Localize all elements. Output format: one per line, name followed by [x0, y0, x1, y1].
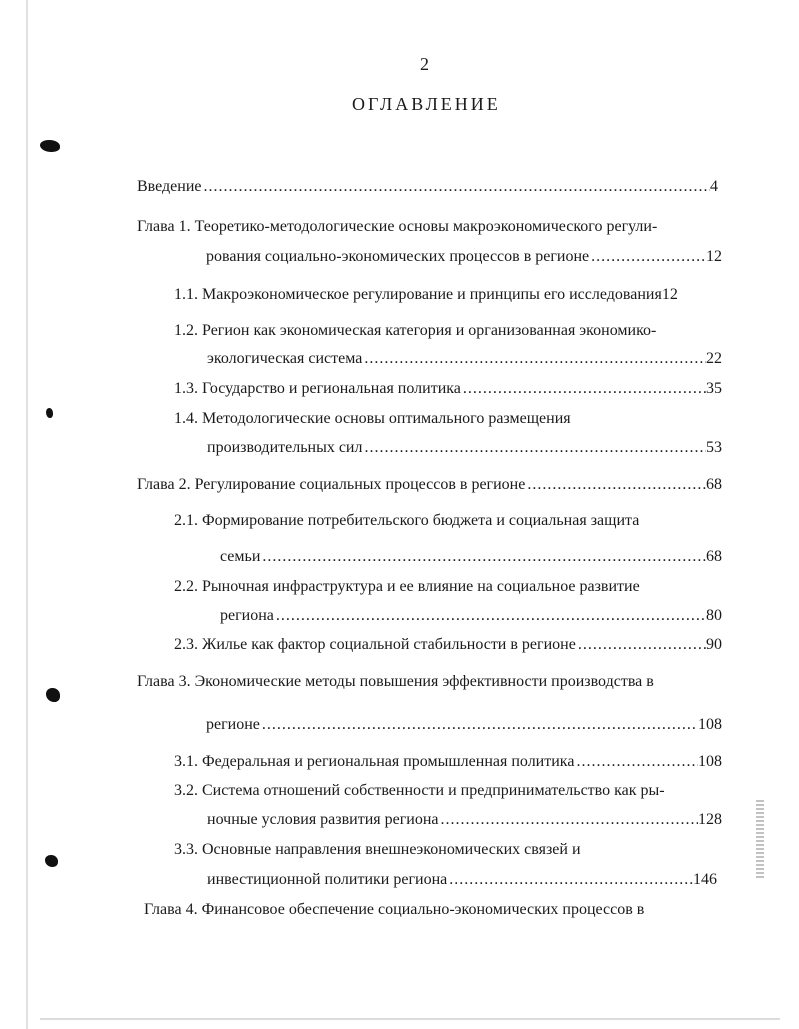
toc-entry-text: 1.3. Государство и региональная политика	[174, 380, 461, 397]
toc-entry-text: рования социально-экономических процессов в регионе	[206, 248, 590, 265]
punch-mark-2	[46, 408, 53, 418]
toc-entry-page: 4	[710, 178, 718, 195]
scan-left-edge	[26, 0, 28, 1029]
toc-entry-text: ночные условия развития региона	[207, 811, 439, 828]
punch-mark-1	[40, 140, 60, 152]
toc-entry-page: 80	[706, 607, 722, 624]
toc-entry-3-3-line1[interactable]	[174, 838, 581, 862]
leader-dots	[525, 473, 706, 497]
toc-entry-text: 2.2. Рыночная инфраструктура и ее влияние на социальное развитие	[174, 578, 640, 595]
toc-entry-3-3-line2[interactable]	[207, 868, 717, 892]
punch-mark-4	[45, 855, 58, 867]
toc-entry-3-2-line2[interactable]	[207, 808, 722, 832]
toc-entry-2-3[interactable]	[174, 633, 722, 657]
toc-entry-text: 2.3. Жилье как фактор социальной стабильности в регионе	[174, 636, 576, 653]
page-number: 2	[420, 54, 429, 74]
toc-entry-1-4-line1[interactable]	[174, 407, 571, 431]
toc-entry-text: Глава 4. Финансовое обеспечение социально-экономических процессов в	[144, 901, 645, 918]
leader-dots	[202, 175, 711, 199]
toc-entry-text: 3.2. Система отношений собственности и предпринимательство как ры-	[174, 782, 665, 799]
toc-entry-text: 2.1. Формирование потребительского бюджета и социальная защита	[174, 512, 640, 529]
leader-dots	[362, 436, 706, 460]
toc-entry-text: Глава 1. Теоретико-методологические основы макроэкономического регули-	[137, 218, 658, 235]
scan-speckle	[756, 800, 764, 880]
toc-entry-page: 12	[706, 248, 722, 265]
toc-entry-3-2-line1[interactable]	[174, 779, 665, 803]
toc-entry-text: производительных сил	[207, 439, 363, 456]
toc-entry-page: 22	[706, 350, 722, 367]
leader-dots	[260, 545, 706, 569]
toc-entry-page: 53	[706, 439, 722, 456]
toc-entry-page: 128	[698, 811, 722, 828]
toc-entry-page: 146	[693, 871, 717, 888]
toc-entry-page: 68	[706, 548, 722, 565]
toc-entry-page: 90	[706, 636, 722, 653]
leader-dots	[274, 604, 706, 628]
toc-entry-page: 108	[698, 716, 722, 733]
toc-entry-text: инвестиционной политики региона	[207, 871, 448, 888]
toc-entry-text: Глава 2. Регулирование социальных процессов в регионе	[137, 476, 526, 493]
toc-entry-text: Глава 3. Экономические методы повышения эффективности производства в	[137, 673, 654, 690]
toc-entry-text: 1.1. Макроэкономическое регулирование и принципы его исследования	[174, 286, 662, 303]
toc-entry-ch4-line1[interactable]	[144, 898, 644, 922]
toc-entry-3-1[interactable]	[174, 750, 722, 774]
toc-entry-intro[interactable]	[137, 175, 718, 199]
leader-dots	[589, 245, 706, 269]
toc-entry-1-2-line2[interactable]	[207, 347, 722, 371]
toc-entry-2-1-line2[interactable]	[220, 545, 722, 569]
toc-entry-2-2-line1[interactable]	[174, 575, 640, 599]
toc-title: ОГЛАВЛЕНИЕ	[352, 94, 501, 114]
leader-dots	[447, 868, 693, 892]
leader-dots	[461, 377, 706, 401]
scan-bottom-edge	[40, 1018, 780, 1020]
toc-entry-2-1-line1[interactable]	[174, 509, 639, 533]
toc-entry-text: 3.1. Федеральная и региональная промышленная политика	[174, 753, 575, 770]
toc-entry-page: 68	[706, 476, 722, 493]
toc-entry-1-4-line2[interactable]	[207, 436, 722, 460]
leader-dots	[574, 750, 698, 774]
toc-entry-text: семьи	[220, 548, 261, 565]
toc-entry-1-3[interactable]	[174, 377, 722, 401]
toc-entry-text: 1.2. Регион как экономическая категория и организованная экономико-	[174, 322, 657, 339]
leader-dots	[260, 713, 698, 737]
leader-dots	[362, 347, 706, 371]
toc-entry-ch2[interactable]	[137, 473, 722, 497]
toc-entry-1-1[interactable]	[174, 283, 722, 307]
toc-entry-page: 12	[661, 286, 678, 303]
toc-entry-page: 35	[706, 380, 722, 397]
toc-entry-text: экологическая система	[207, 350, 363, 367]
toc-entry-text: 1.4. Методологические основы оптимального размещения	[174, 410, 571, 427]
toc-entry-2-2-line2[interactable]	[220, 604, 722, 628]
toc-entry-ch3-line2[interactable]	[206, 713, 722, 737]
leader-dots	[439, 808, 698, 832]
toc-entry-ch1-line2[interactable]	[206, 245, 722, 269]
toc-entry-ch3-line1[interactable]	[137, 670, 654, 694]
leader-dots	[576, 633, 706, 657]
toc-entry-ch1-line1[interactable]	[137, 215, 657, 239]
toc-entry-text: Введение	[137, 178, 202, 195]
toc-entry-text: 3.3. Основные направления внешнеэкономических связей и	[174, 841, 581, 858]
toc-entry-page: 108	[698, 753, 722, 770]
toc-entry-1-2-line1[interactable]	[174, 319, 656, 343]
toc-entry-text: регионе	[206, 716, 260, 733]
punch-mark-3	[46, 688, 60, 702]
toc-entry-text: региона	[220, 607, 274, 624]
